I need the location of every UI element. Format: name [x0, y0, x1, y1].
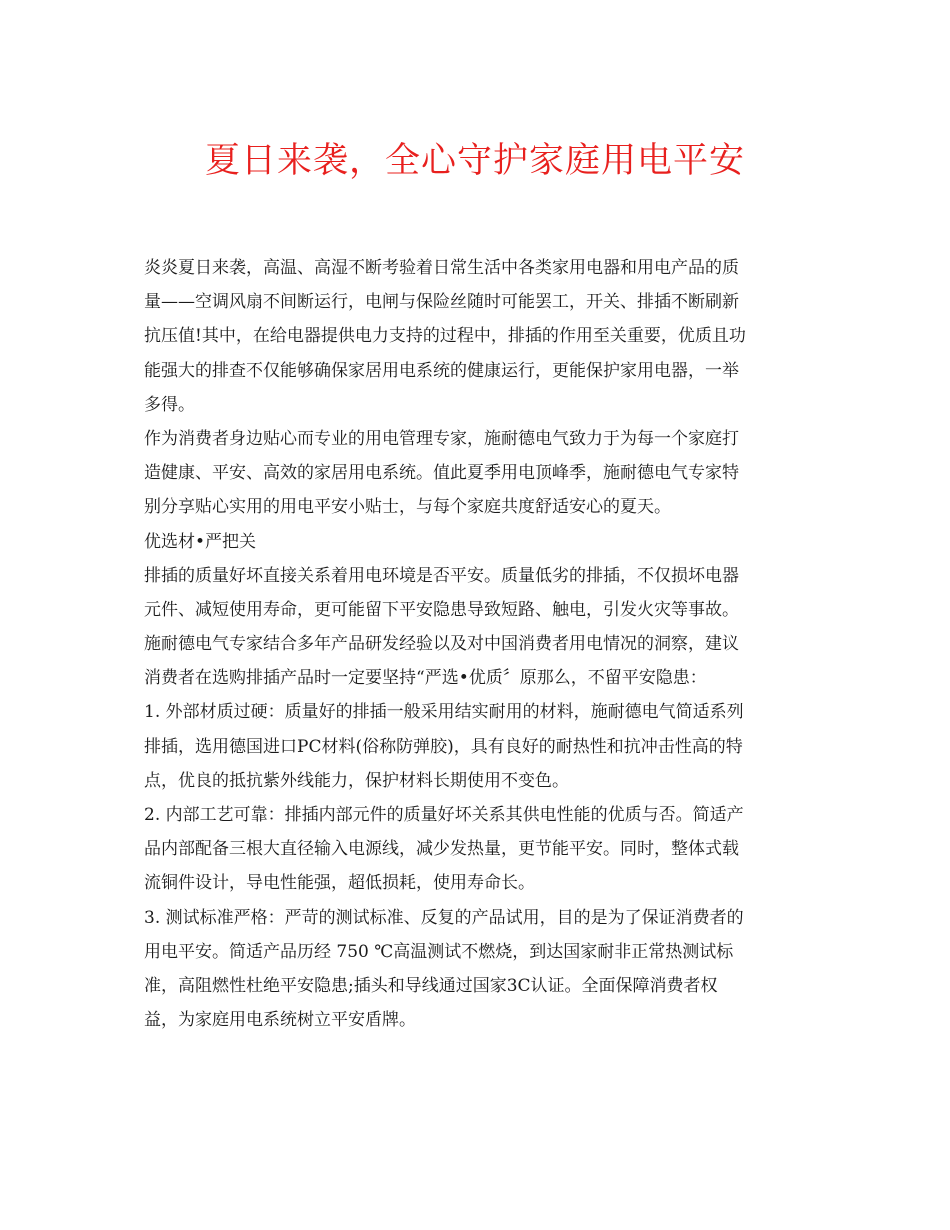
- point-2-line-1: 2. 内部工艺可靠：排插内部元件的质量好坏关系其供电性能的优质与否。简适产: [144, 805, 744, 825]
- intro-line-5: 多得。: [144, 394, 195, 415]
- point-1-line-1: 1. 外部材质过硬：质量好的排插一般采用结实耐用的材料，施耐德电气简适系列: [144, 702, 744, 723]
- expert-paragraph-line-3: 别分享贴心实用的用电平安小贴士，与每个家庭共度舒适安心的夏天。: [144, 497, 671, 518]
- point-2-line-3: 流铜件设计，导电性能强，超低损耗，使用寿命长。: [144, 873, 535, 894]
- point-3-line-2: 用电平安。简适产品历经 750 ℃高温测试不燃烧，到达国家耐非正常热测试标: [144, 941, 734, 962]
- quality-paragraph-line-4: 消费者在选购排插产品时一定要坚持“严选•优质〞原那么，不留平安隐患：: [144, 668, 707, 689]
- intro-line-3: 抗压值!其中，在给电器提供电力支持的过程中，排插的作用至关重要，优质且功: [144, 326, 746, 347]
- document-body: [144, 251, 810, 1037]
- intro-line-4: 能强大的排查不仅能够确保家居用电系统的健康运行，更能保护家用电器，一举: [144, 360, 739, 381]
- expert-paragraph-line-1: 作为消费者身边贴心而专业的用电管理专家，施耐德电气致力于为每一个家庭打: [144, 428, 739, 449]
- expert-paragraph-line-2: 造健康、平安、高效的家居用电系统。值此夏季用电顶峰季，施耐德电气专家特: [144, 463, 739, 484]
- point-1-line-3: 点，优良的抵抗紫外线能力，保护材料长期使用不变色。: [144, 770, 569, 791]
- quality-paragraph-line-2: 元件、减短使用寿命，更可能留下平安隐患导致短路、触电，引发火灾等事故。: [144, 599, 739, 620]
- section-heading: 优选材•严把关: [144, 531, 257, 552]
- document-title: 夏日来袭，全心守护家庭用电平安: [204, 141, 745, 181]
- quality-paragraph-line-1: 排插的质量好坏直接关系着用电环境是否平安。质量低劣的排插，不仅损坏电器: [144, 565, 739, 586]
- intro-line-1: 炎炎夏日来袭，高温、高湿不断考验着日常生活中各类家用电器和用电产品的质: [144, 258, 739, 278]
- quality-paragraph-line-3: 施耐德电气专家结合多年产品研发经验以及对中国消费者用电情况的洞察，建议: [144, 634, 739, 655]
- point-3-line-1: 3. 测试标准严格：严苛的测试标准、反复的产品试用，目的是为了保证消费者的: [144, 907, 744, 928]
- point-2-line-2: 品内部配备三根大直径输入电源线，减少发热量，更节能平安。同时，整体式载: [144, 839, 739, 860]
- point-3-line-3: 准，高阻燃性杜绝平安隐患;插头和导线通过国家3C认证。全面保障消费者权: [144, 975, 718, 996]
- intro-line-2: 量——空调风扇不间断运行，电闸与保险丝随时可能罢工，开关、排插不断刷新: [144, 292, 739, 313]
- point-1-line-2: 排插，选用德国进口PC材料(俗称防弹胶)，具有良好的耐热性和抗冲击性高的特: [144, 736, 743, 757]
- point-3-line-4: 益，为家庭用电系统树立平安盾牌。: [144, 1010, 416, 1031]
